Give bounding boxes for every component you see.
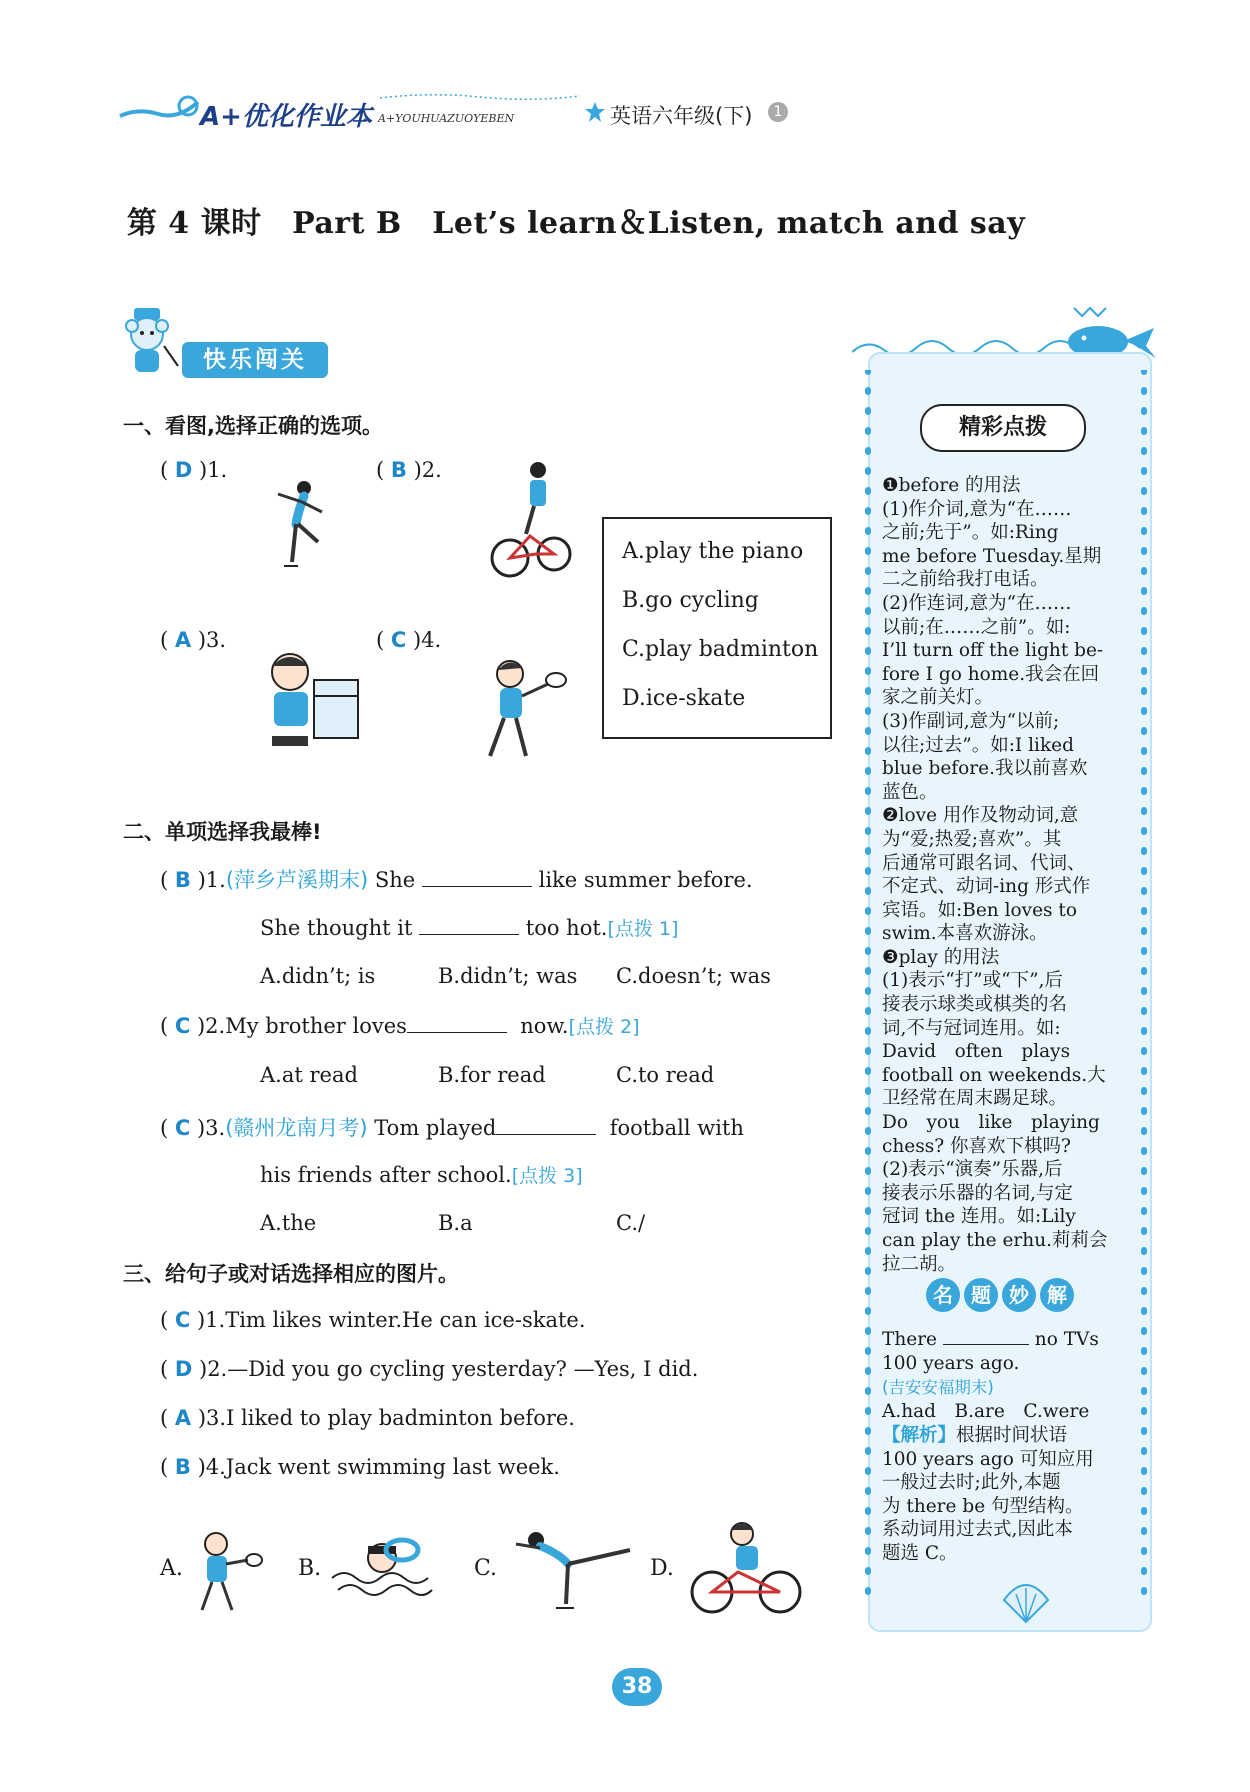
example-analysis [882, 1424, 1094, 1566]
brand-title: A+优化作业本 [200, 102, 372, 132]
source-tag: (赣州龙南月考) [225, 1116, 368, 1140]
option-a: A.play the piano [622, 539, 804, 564]
answer: A [174, 628, 192, 652]
tips-line: 词,不与冠词连用。如: [882, 1017, 1061, 1039]
image-label-d: D. [650, 1556, 674, 1581]
analysis-line: 系动词用过去式,因此本 [882, 1519, 1073, 1541]
star-icon [584, 101, 606, 123]
tips-title: 精彩点拨 [920, 404, 1086, 452]
example-title-char: 题 [964, 1278, 998, 1312]
analysis-line: 【解析】根据时间状语 [882, 1425, 1068, 1446]
tips-line: 冠词 the 连用。如:Lily [882, 1206, 1076, 1228]
example-question-line2: 100 years ago. [882, 1353, 1020, 1374]
tips-line: blue before.我以前喜欢 [882, 758, 1088, 780]
example-title-char: 解 [1040, 1278, 1074, 1312]
example-title [926, 1278, 1078, 1312]
cyclist-icon [490, 458, 572, 584]
tips-line: (3)作副词,意为“以前; [882, 710, 1060, 732]
example-options: A.had B.are C.were [882, 1401, 1090, 1422]
tips-line: David often plays [882, 1041, 1071, 1063]
part2-q1-option-c: C.doesn’t; was [616, 964, 771, 988]
part2-q1-line2: She thought it too hot.[点拨 1] [260, 916, 679, 940]
part1-item-1: ( D )1. [160, 458, 228, 482]
tips-line: 以前;在……之前”。如: [882, 616, 1071, 638]
tips-line: ❸play 的用法 [882, 946, 1000, 968]
swimmer-icon [330, 1534, 434, 1600]
part2-q2-option-a: A.at read [260, 1063, 358, 1087]
tips-line: 卫经常在周末踢足球。 [882, 1088, 1068, 1110]
tips-line: fore I go home.我会在回 [882, 663, 1100, 685]
example-title-char: 妙 [1002, 1278, 1036, 1312]
tips-line: (2)作连词,意为“在…… [882, 592, 1072, 614]
answer-blank [422, 886, 532, 887]
image-label-b: B. [298, 1556, 322, 1581]
part2-q2: ( C )2.My brother loves now.[点拨 2] [160, 1014, 640, 1038]
answer-blank [496, 1134, 596, 1135]
part3-heading: 三、给句子或对话选择相应的图片。 [123, 1262, 459, 1286]
page-title: 第 4 课时 Part B Let’s learn＆Listen, match and say [126, 206, 1026, 241]
tips-line: 之前;先于”。如:Ring [882, 522, 1059, 544]
part2-q3-line1: ( C )3.(赣州龙南月考) Tom played football with [160, 1116, 744, 1140]
answer: D [174, 1357, 193, 1381]
tips-line: me before Tuesday.星期 [882, 545, 1102, 567]
example-source: (吉安安福期末) [882, 1378, 994, 1397]
wave-logo-icon [118, 88, 208, 128]
dotted-border [1138, 370, 1150, 1610]
subject-label: 英语六年级(下) [610, 104, 753, 128]
part2-q2-option-c: C.to read [616, 1063, 715, 1087]
mascot-icon [120, 306, 182, 382]
answer: C [174, 1308, 191, 1332]
answer: C [390, 628, 407, 652]
part1-item-2: ( B )2. [376, 458, 442, 482]
ice-skater-icon [510, 1526, 636, 1612]
image-label-a: A. [160, 1556, 183, 1581]
example-question-line1: There no TVs [882, 1329, 1099, 1350]
tips-line: (1)作介词,意为“在…… [882, 498, 1072, 520]
option-b: B.go cycling [622, 588, 759, 613]
part3-item-1: ( C )1.Tim likes winter.He can ice-skate. [160, 1308, 586, 1332]
tips-line: Do you like playing [882, 1112, 1100, 1134]
tips-line: 拉二胡。 [882, 1253, 957, 1275]
analysis-line: 一般过去时;此外,本题 [882, 1472, 1061, 1494]
answer: B [390, 458, 407, 482]
part2-q3-option-a: A.the [260, 1211, 317, 1235]
badminton-girl-icon [470, 656, 576, 770]
answer: B [174, 868, 191, 892]
part2-q3-line2: his friends after school.[点拨 3] [260, 1163, 583, 1187]
cyclist-icon [688, 1520, 804, 1616]
tips-line: 为“爱;热爱;喜欢”。其 [882, 828, 1062, 850]
piano-boy-icon [262, 650, 362, 758]
tips-line: 蓝色。 [882, 781, 938, 803]
source-tag: (萍乡芦溪期末) [225, 868, 369, 892]
analysis-line: 100 years ago 可知应用 [882, 1448, 1094, 1470]
part3-item-3: ( A )3.I liked to play badminton before. [160, 1406, 575, 1430]
answer-blank [943, 1344, 1029, 1345]
analysis-label: 【解析】 [882, 1425, 957, 1446]
hint-tag: [点拨 1] [607, 918, 679, 940]
part2-q3-option-b: B.a [438, 1211, 473, 1235]
tips-line: 家之前关灯。 [882, 687, 994, 709]
answer: B [174, 1455, 191, 1479]
ice-skater-icon [268, 478, 332, 572]
answer: C [174, 1116, 191, 1140]
tips-line: (1)表示“打”或“下”,后 [882, 970, 1063, 992]
tips-line: 以往;过去”。如:I liked [882, 734, 1074, 756]
analysis-line: 题选 C。 [882, 1542, 958, 1564]
part3-item-4: ( B )4.Jack went swimming last week. [160, 1455, 560, 1479]
tips-line: ❷love 用作及物动词,意 [882, 805, 1079, 827]
option-d: D.ice-skate [622, 686, 746, 711]
tips-line: swim.本喜欢游泳。 [882, 923, 1048, 945]
part2-q1-option-b: B.didn’t; was [438, 964, 578, 988]
answer: A [174, 1406, 192, 1430]
tips-line: (2)表示“演奏”乐器,后 [882, 1159, 1063, 1181]
tips-line: 不定式、动词-ing 形式作 [882, 876, 1091, 898]
tips-line: I’ll turn off the light be- [882, 640, 1104, 662]
hint-tag: [点拨 3] [511, 1165, 583, 1187]
part2-q3-option-c: C./ [616, 1211, 646, 1235]
dotted-border [862, 370, 874, 1610]
answer: C [174, 1014, 191, 1038]
shell-icon [1000, 1578, 1052, 1624]
volume-badge: 1 [768, 102, 788, 122]
part1-option-box [602, 517, 832, 739]
part2-heading: 二、单项选择我最棒! [123, 820, 322, 844]
tips-line: football on weekends.大 [882, 1064, 1106, 1086]
page-number: 38 [612, 1668, 662, 1706]
tips-line: 接表示乐器的名词,与定 [882, 1182, 1073, 1204]
part1-item-4: ( C )4. [376, 628, 442, 652]
badminton-girl-icon [190, 1530, 264, 1616]
tips-line: 宾语。如:Ben loves to [882, 899, 1077, 921]
answer-blank [419, 934, 519, 935]
brand-pinyin: A+YOUHUAZUOYEBEN [378, 112, 515, 125]
tips-line: 接表示球类或棋类的名 [882, 994, 1068, 1016]
tips-line: chess? 你喜欢下棋吗? [882, 1135, 1071, 1157]
part3-item-2: ( D )2.—Did you go cycling yesterday? —Yes, I did. [160, 1357, 699, 1381]
tips-line: can play the erhu.莉莉会 [882, 1230, 1108, 1251]
image-label-c: C. [474, 1556, 498, 1581]
analysis-line: 为 there be 句型结构。 [882, 1495, 1084, 1517]
section-badge: 快乐闯关 [182, 342, 328, 378]
tips-line: 后通常可跟名词、代词、 [882, 852, 1086, 874]
part1-heading: 一、看图,选择正确的选项。 [123, 414, 383, 438]
part2-q2-option-b: B.for read [438, 1063, 546, 1087]
example-title-char: 名 [926, 1278, 960, 1312]
tips-line: ❶before 的用法 [882, 475, 1021, 496]
tips-line: 二之前给我打电话。 [882, 569, 1049, 591]
hint-tag: [点拨 2] [568, 1016, 640, 1038]
answer-blank [407, 1032, 507, 1033]
part2-q1-line1: ( B )1.(萍乡芦溪期末) She like summer before. [160, 868, 753, 892]
header-dotted-line [380, 92, 580, 102]
part1-item-3: ( A )3. [160, 628, 227, 652]
part2-q1-option-a: A.didn’t; is [260, 964, 376, 988]
tips-text [882, 474, 1108, 1276]
answer: D [174, 458, 193, 482]
option-c: C.play badminton [622, 637, 819, 662]
